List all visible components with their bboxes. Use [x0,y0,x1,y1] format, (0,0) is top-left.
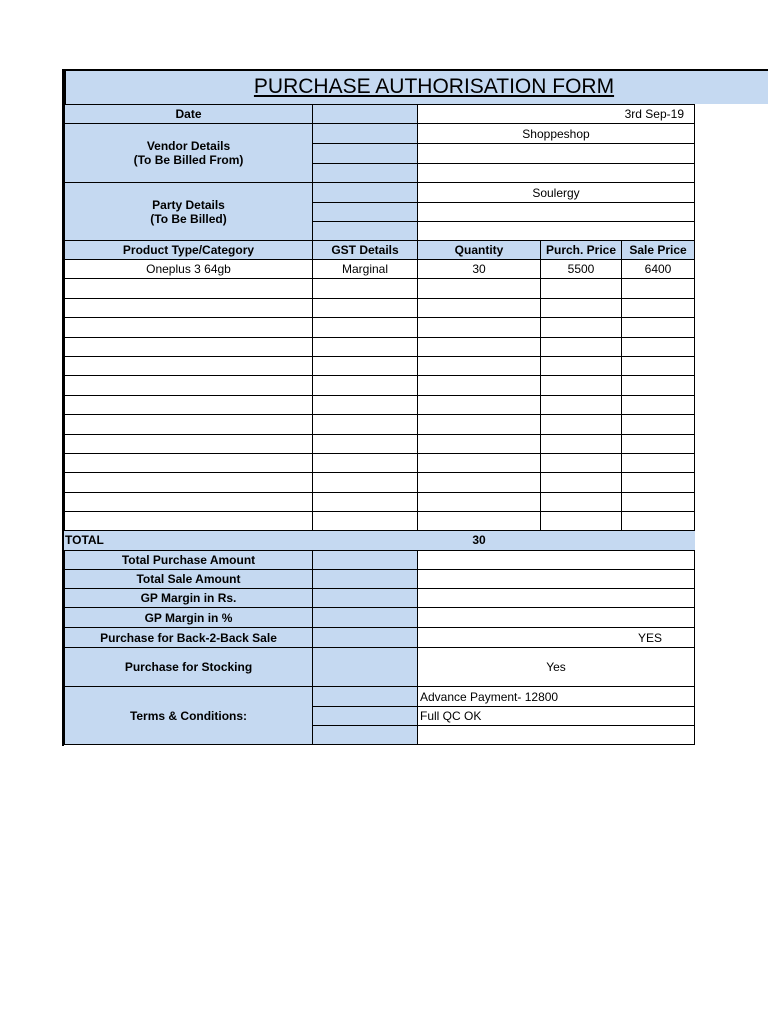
vendor-gst-cell-3[interactable] [312,163,418,183]
row-8-sale-price[interactable] [621,395,695,415]
row-8-product[interactable] [64,395,313,415]
row-6-quantity[interactable] [417,356,541,376]
header-purch-price: Purch. Price [540,240,622,260]
vendor-line-2[interactable] [417,143,695,164]
row-4-product[interactable] [64,317,313,338]
row-4-quantity[interactable] [417,317,541,338]
party-gst-cell-1[interactable] [312,182,418,203]
header-gst: GST Details [312,240,418,260]
row-13-product[interactable] [64,492,313,512]
row-9-quantity[interactable] [417,414,541,435]
row-13-sale-price[interactable] [621,492,695,512]
row-11-sale-price[interactable] [621,453,695,473]
row-12-purch-price[interactable] [540,472,622,493]
row-5-purch-price[interactable] [540,337,622,357]
gp-margin-rs-gst[interactable] [312,588,418,608]
row-1-purch-price[interactable]: 5500 [540,259,622,279]
row-6-product[interactable] [64,356,313,376]
row-1-sale-price[interactable]: 6400 [621,259,695,279]
row-14-gst[interactable] [312,511,418,532]
row-14-product[interactable] [64,511,313,532]
row-11-product[interactable] [64,453,313,473]
row-5-gst[interactable] [312,337,418,357]
vendor-gst-cell-2[interactable] [312,143,418,164]
row-12-gst[interactable] [312,472,418,493]
terms-label: Terms & Conditions: [64,686,313,745]
stocking-gst[interactable] [312,647,418,687]
row-3-product[interactable] [64,298,313,318]
party-line-2[interactable] [417,202,695,222]
row-13-gst[interactable] [312,492,418,512]
row-3-quantity[interactable] [417,298,541,318]
party-label [64,182,313,241]
gp-margin-rs-label: GP Margin in Rs. [64,588,313,608]
gp-margin-pct-label: GP Margin in % [64,607,313,628]
row-10-product[interactable] [64,434,313,454]
header-sale-price: Sale Price [621,240,695,260]
row-1-quantity[interactable]: 30 [417,259,541,279]
party-gst-cell-3[interactable] [312,221,418,241]
row-13-purch-price[interactable] [540,492,622,512]
terms-gst-3[interactable] [312,725,418,745]
total-sale-amount-gst[interactable] [312,569,418,589]
row-11-purch-price[interactable] [540,453,622,473]
row-12-product[interactable] [64,472,313,493]
row-6-purch-price[interactable] [540,356,622,376]
form-left-border [62,69,64,746]
row-5-quantity[interactable] [417,337,541,357]
row-7-quantity[interactable] [417,375,541,396]
row-2-sale-price[interactable] [621,278,695,299]
date-gst-cell[interactable] [312,104,418,124]
row-1-gst[interactable]: Marginal [312,259,418,279]
total-sale-amount-value[interactable] [417,569,695,589]
total-purchase-amount-value[interactable] [417,550,695,570]
row-5-product[interactable] [64,337,313,357]
row-7-sale-price[interactable] [621,375,695,396]
row-8-purch-price[interactable] [540,395,622,415]
row-9-gst[interactable] [312,414,418,435]
vendor-label [64,123,313,183]
gp-margin-pct-gst[interactable] [312,607,418,628]
terms-gst-2[interactable] [312,706,418,726]
row-2-purch-price[interactable] [540,278,622,299]
stocking-value[interactable]: Yes [417,647,695,687]
row-10-gst[interactable] [312,434,418,454]
vendor-name[interactable]: Shoppeshop [417,123,695,144]
terms-line-2[interactable]: Full QC OK [417,706,695,726]
row-9-purch-price[interactable] [540,414,622,435]
terms-line-1[interactable]: Advance Payment- 12800 [417,686,695,707]
back2back-value[interactable] [417,627,695,648]
row-3-purch-price[interactable] [540,298,622,318]
party-name[interactable]: Soulergy [417,182,695,203]
row-6-sale-price[interactable] [621,356,695,376]
row-9-sale-price[interactable] [621,414,695,435]
total-label: TOTAL [65,533,104,547]
row-4-gst[interactable] [312,317,418,338]
row-7-purch-price[interactable] [540,375,622,396]
party-line-3[interactable] [417,221,695,241]
row-2-quantity[interactable] [417,278,541,299]
row-6-gst[interactable] [312,356,418,376]
header-product: Product Type/Category [64,240,313,260]
row-10-sale-price[interactable] [621,434,695,454]
row-13-quantity[interactable] [417,492,541,512]
terms-gst-1[interactable] [312,686,418,707]
row-14-sale-price[interactable] [621,511,695,532]
total-purchase-amount-label: Total Purchase Amount [64,550,313,570]
row-2-gst[interactable] [312,278,418,299]
date-label: Date [64,104,313,124]
row-4-sale-price[interactable] [621,317,695,338]
vendor-line-3[interactable] [417,163,695,183]
row-2-product[interactable] [64,278,313,299]
total-sale-amount-label: Total Sale Amount [64,569,313,589]
vendor-gst-cell-1[interactable] [312,123,418,144]
gp-margin-rs-value[interactable] [417,588,695,608]
terms-line-3[interactable] [417,725,695,745]
total-quantity: 30 [472,533,486,547]
row-3-gst[interactable] [312,298,418,318]
row-14-quantity[interactable] [417,511,541,532]
row-14-purch-price[interactable] [540,511,622,532]
row-1-product[interactable]: Oneplus 3 64gb [64,259,313,279]
form-title: PURCHASE AUTHORISATION FORM [253,75,615,98]
row-7-gst[interactable] [312,375,418,396]
row-10-purch-price[interactable] [540,434,622,454]
vendor-label-text: Vendor Details (To Be Billed From) [133,139,244,167]
header-quantity: Quantity [417,240,541,260]
row-12-quantity[interactable] [417,472,541,493]
row-5-sale-price[interactable] [621,337,695,357]
row-8-quantity[interactable] [417,395,541,415]
row-4-purch-price[interactable] [540,317,622,338]
row-9-product[interactable] [64,414,313,435]
row-8-gst[interactable] [312,395,418,415]
row-12-sale-price[interactable] [621,472,695,493]
party-label-text: Party Details (To Be Billed) [150,197,227,226]
row-10-quantity[interactable] [417,434,541,454]
row-11-quantity[interactable] [417,453,541,473]
row-11-gst[interactable] [312,453,418,473]
row-3-sale-price[interactable] [621,298,695,318]
back2back-gst[interactable] [312,627,418,648]
back2back-label: Purchase for Back-2-Back Sale [64,627,313,648]
gp-margin-pct-value[interactable] [417,607,695,628]
party-gst-cell-2[interactable] [312,202,418,222]
row-7-product[interactable] [64,375,313,396]
stocking-label: Purchase for Stocking [64,647,313,687]
total-purchase-amount-gst[interactable] [312,550,418,570]
back2back-value-text: YES [637,630,662,645]
date-value[interactable]: 3rd Sep-19 [417,104,695,124]
